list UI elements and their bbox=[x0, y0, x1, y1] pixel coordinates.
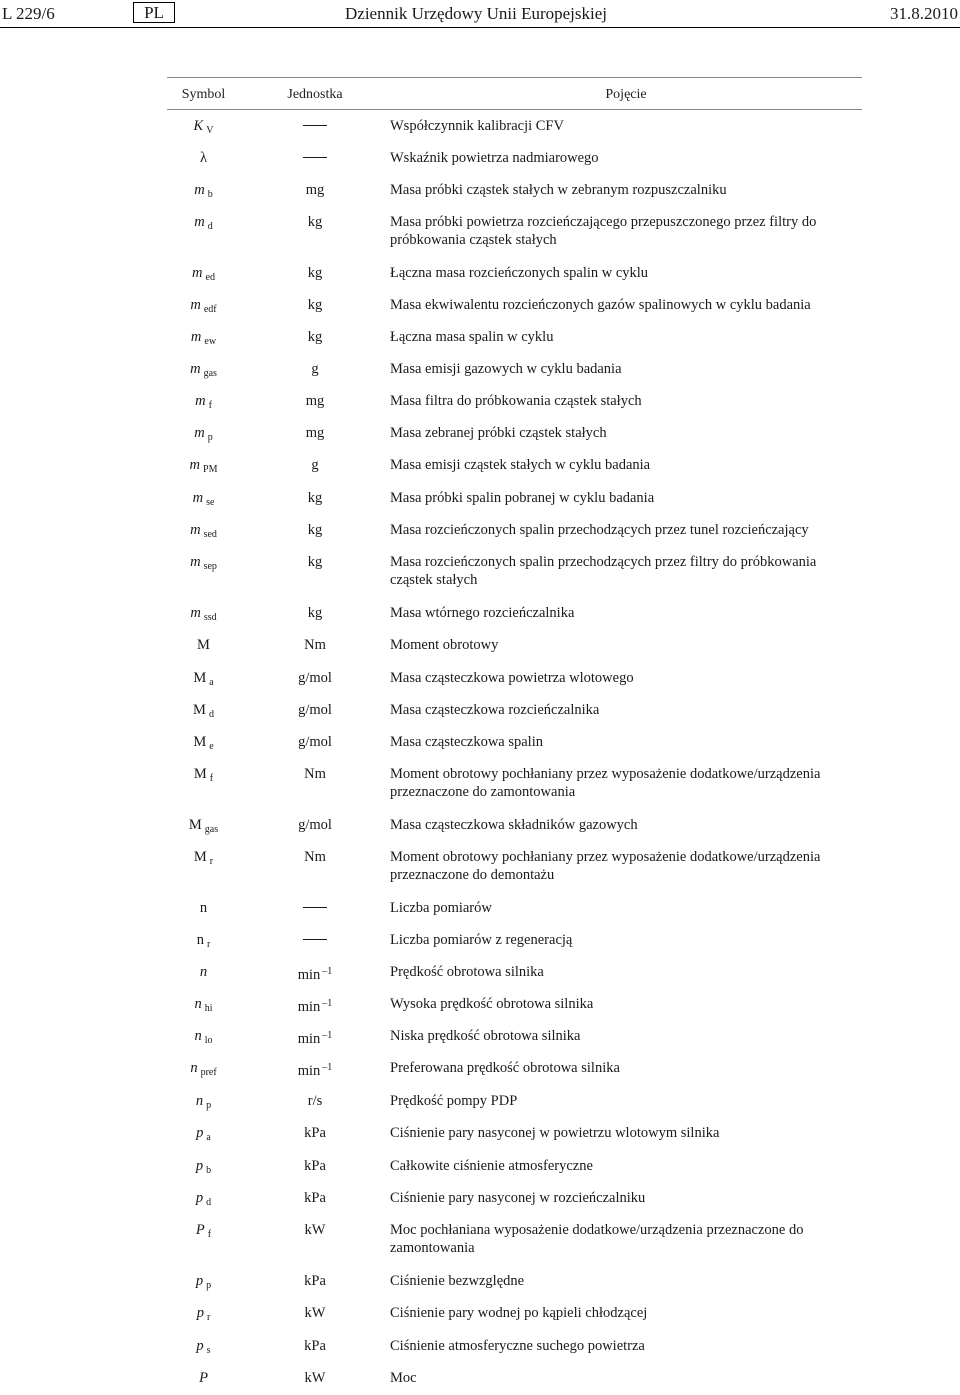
symbol-cell: m $_{sed}$ bbox=[190, 522, 217, 540]
symbol-cell: M $_d$ bbox=[193, 702, 214, 720]
unit-cell: Nm bbox=[304, 849, 326, 865]
symbol-cell: p $_a$ bbox=[196, 1125, 211, 1143]
definition-cell: Masa emisji cząstek stałych w cyklu badania bbox=[390, 457, 651, 473]
unit-cell: kg bbox=[307, 214, 323, 230]
unit-cell: kg bbox=[307, 490, 323, 506]
definition-cell: Masa emisji gazowych w cyklu badania bbox=[390, 361, 622, 377]
definition-cell: Moment obrotowy pochłaniany przez wyposażenie dodatkowe/urządzenia przeznaczone do zamontowania bbox=[390, 766, 821, 800]
symbol-cell: n $_{pref}$ bbox=[190, 1060, 217, 1078]
symbol-cell: p $_b$ bbox=[195, 1158, 212, 1176]
unit-cell: g/mol bbox=[298, 817, 332, 833]
unit-cell: Nm bbox=[304, 766, 326, 782]
unit-cell bbox=[240, 899, 390, 917]
symbol-cell: m $_{PM}$ bbox=[189, 457, 218, 475]
symbol-cell: p $_p$ bbox=[195, 1273, 212, 1291]
symbol-cell: m $_{ed}$ bbox=[192, 265, 215, 283]
definition-cell: Ciśnienie pary wodnej po kąpieli chłodzącej bbox=[390, 1305, 648, 1321]
unit-cell: kg bbox=[307, 554, 323, 570]
symbol-cell: n $_r$ bbox=[196, 932, 211, 950]
symbol-cell: M $_a$ bbox=[193, 670, 214, 688]
unit-cell: kPa bbox=[304, 1273, 326, 1289]
symbol-cell: n $_{hi}$ bbox=[194, 996, 213, 1014]
unit-cell: g/mol bbox=[298, 670, 332, 686]
unit-cell: mg bbox=[305, 425, 325, 441]
page-number: L 229/6 bbox=[2, 4, 55, 23]
definition-cell: Masa próbki spalin pobranej w cyklu badania bbox=[390, 490, 655, 506]
unit-cell: mg bbox=[305, 393, 325, 409]
symbol-cell: m $_d$ bbox=[194, 214, 213, 232]
definition-cell: Moment obrotowy bbox=[390, 637, 499, 653]
unit-cell: kg bbox=[307, 522, 323, 538]
language-badge: PL bbox=[133, 2, 175, 23]
symbol-cell: P $_f$ bbox=[195, 1222, 212, 1240]
dash-mark bbox=[303, 907, 327, 908]
unit-cell: min $^{-1}$ bbox=[297, 966, 333, 983]
definition-cell: Moment obrotowy pochłaniany przez wyposażenie dodatkowe/urządzenia przeznaczone do demontażu bbox=[390, 849, 821, 883]
symbol-cell: m $_f$ bbox=[195, 393, 212, 411]
definition-cell: Wskaźnik powietrza nadmiarowego bbox=[390, 150, 599, 166]
definition-cell: Preferowana prędkość obrotowa silnika bbox=[390, 1060, 620, 1076]
unit-cell: kg bbox=[307, 265, 323, 281]
unit-cell: min $^{-1}$ bbox=[297, 1062, 333, 1079]
column-header-symbol: Symbol bbox=[181, 87, 226, 102]
definition-cell: Całkowite ciśnienie atmosferyczne bbox=[390, 1158, 593, 1174]
unit-cell: kg bbox=[307, 329, 323, 345]
definition-cell: Współczynnik kalibracji CFV bbox=[390, 118, 564, 134]
unit-cell: kPa bbox=[304, 1125, 326, 1141]
symbol-cell: m $_{edf}$ bbox=[190, 297, 217, 315]
definition-cell: Masa cząsteczkowa rozcieńczalnika bbox=[390, 702, 600, 718]
symbol-cell: M $_f$ bbox=[193, 766, 214, 784]
unit-cell: kg bbox=[307, 605, 323, 621]
column-header-definition: Pojęcie bbox=[605, 87, 647, 102]
definition-cell: Masa próbki powietrza rozcieńczającego przepuszczonego przez filtry do próbkowania cząstek stałych bbox=[390, 214, 817, 248]
unit-cell: kW bbox=[304, 1222, 326, 1238]
symbol-cell: M $_{gas}$ bbox=[188, 817, 219, 835]
unit-cell: g bbox=[311, 457, 319, 473]
table-header-rule bbox=[167, 109, 862, 110]
definition-cell: Ciśnienie pary nasyconej w rozcieńczalniku bbox=[390, 1190, 646, 1206]
definition-cell: Łączna masa spalin w cyklu bbox=[390, 329, 554, 345]
symbol-cell: p $_d$ bbox=[195, 1190, 212, 1208]
unit-cell: kPa bbox=[304, 1190, 326, 1206]
journal-title: Dziennik Urzędowy Unii Europejskiej bbox=[345, 4, 608, 23]
symbol-cell: m $_{gas}$ bbox=[190, 361, 217, 379]
symbol-cell: p $_r$ bbox=[196, 1305, 211, 1323]
unit-cell: kW bbox=[304, 1305, 326, 1321]
definition-cell: Masa cząsteczkowa spalin bbox=[390, 734, 543, 750]
unit-cell: min $^{-1}$ bbox=[297, 1030, 333, 1047]
unit-cell: kPa bbox=[304, 1338, 326, 1354]
definition-cell: Ciśnienie pary nasyconej w powietrzu wlotowym silnika bbox=[390, 1125, 720, 1141]
unit-cell: kPa bbox=[304, 1158, 326, 1174]
symbol-cell: n bbox=[199, 900, 208, 916]
definition-cell: Masa filtra do próbkowania cząstek stałych bbox=[390, 393, 642, 409]
symbol-cell: m $_{sep}$ bbox=[190, 554, 217, 572]
definition-cell: Masa ekwiwalentu rozcieńczonych gazów spalinowych w cyklu badania bbox=[390, 297, 811, 313]
symbol-cell: n $_p$ bbox=[195, 1093, 212, 1111]
unit-cell bbox=[240, 149, 390, 167]
symbol-cell: m $_{ssd}$ bbox=[190, 605, 217, 623]
unit-cell bbox=[240, 931, 390, 949]
definition-cell: Niska prędkość obrotowa silnika bbox=[390, 1028, 581, 1044]
definition-cell: Ciśnienie bezwzględne bbox=[390, 1273, 525, 1289]
symbol-cell: K $_V$ bbox=[193, 118, 214, 136]
symbol-cell: m $_{se}$ bbox=[192, 490, 215, 508]
page-header bbox=[0, 0, 960, 27]
unit-cell: Nm bbox=[304, 637, 326, 653]
unit-cell: kW bbox=[304, 1370, 326, 1386]
unit-cell: g/mol bbox=[298, 702, 332, 718]
symbol-cell: m $_b$ bbox=[194, 182, 213, 200]
definition-cell: Wysoka prędkość obrotowa silnika bbox=[390, 996, 594, 1012]
definition-cell: Prędkość obrotowa silnika bbox=[390, 964, 544, 980]
definition-cell: Liczba pomiarów z regeneracją bbox=[390, 932, 573, 948]
dash-mark bbox=[303, 939, 327, 940]
symbol-cell: λ bbox=[199, 150, 208, 166]
symbol-cell: p $_s$ bbox=[196, 1338, 211, 1356]
symbol-cell: M bbox=[197, 637, 210, 653]
definition-cell: Moc bbox=[390, 1370, 417, 1386]
definition-cell: Masa rozcieńczonych spalin przechodzących przez tunel rozcieńczający bbox=[390, 522, 809, 538]
header-rule bbox=[0, 27, 960, 28]
dash-mark bbox=[303, 157, 327, 158]
dash-mark bbox=[303, 125, 327, 126]
symbol-cell: m $_{ew}$ bbox=[190, 329, 217, 347]
symbol-cell: m $_p$ bbox=[194, 425, 213, 443]
definition-cell: Masa próbki cząstek stałych w zebranym rozpuszczalniku bbox=[390, 182, 727, 198]
column-header-unit: Jednostka bbox=[287, 87, 343, 102]
table-top-rule bbox=[167, 77, 862, 78]
symbol-cell: P bbox=[199, 1370, 208, 1386]
unit-cell: r/s bbox=[307, 1093, 323, 1109]
unit-cell: mg bbox=[305, 182, 325, 198]
definition-cell: Łączna masa rozcieńczonych spalin w cyklu bbox=[390, 265, 649, 281]
definition-cell: Masa zebranej próbki cząstek stałych bbox=[390, 425, 607, 441]
definition-cell: Prędkość pompy PDP bbox=[390, 1093, 518, 1109]
symbol-cell: n $_{lo}$ bbox=[194, 1028, 213, 1046]
definition-cell: Liczba pomiarów bbox=[390, 900, 492, 916]
unit-cell: g/mol bbox=[298, 734, 332, 750]
publication-date: 31.8.2010 bbox=[890, 4, 958, 23]
definition-cell: Moc pochłaniana wyposażenie dodatkowe/urządzenia przeznaczone do zamontowania bbox=[390, 1222, 804, 1256]
definition-cell: Masa cząsteczkowa składników gazowych bbox=[390, 817, 638, 833]
definition-cell: Masa cząsteczkowa powietrza wlotowego bbox=[390, 670, 634, 686]
unit-cell: g bbox=[311, 361, 319, 377]
symbol-cell: M $_e$ bbox=[193, 734, 214, 752]
unit-cell bbox=[240, 117, 390, 135]
definition-cell: Ciśnienie atmosferyczne suchego powietrza bbox=[390, 1338, 645, 1354]
unit-cell: kg bbox=[307, 297, 323, 313]
unit-cell: min $^{-1}$ bbox=[297, 998, 333, 1015]
symbol-cell: M $_r$ bbox=[193, 849, 214, 867]
definition-cell: Masa wtórnego rozcieńczalnika bbox=[390, 605, 575, 621]
symbol-cell: n bbox=[199, 964, 208, 980]
definition-cell: Masa rozcieńczonych spalin przechodzących przez filtry do próbkowania cząstek stałych bbox=[390, 554, 817, 588]
